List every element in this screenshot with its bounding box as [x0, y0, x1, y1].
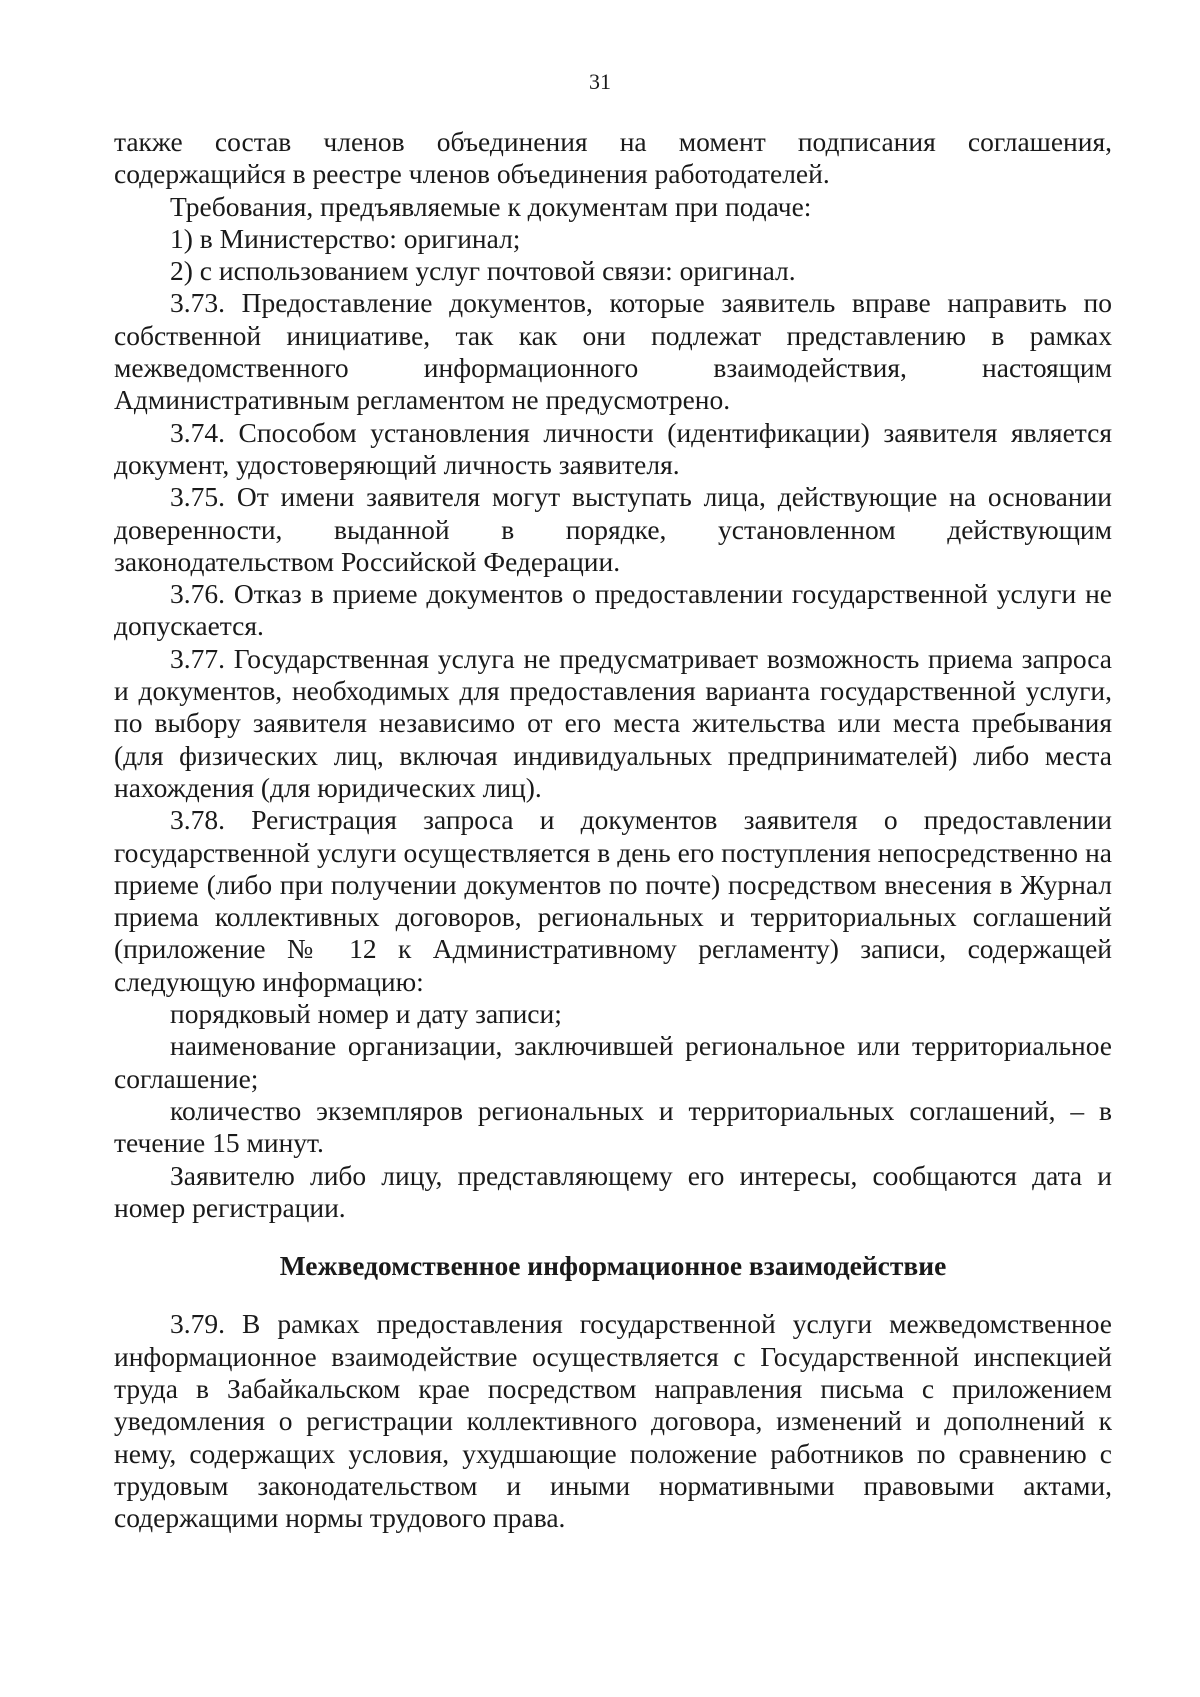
list-item-postal: 2) с использованием услуг почтовой связи: оригинал. — [170, 255, 796, 287]
page-number: 31 — [589, 69, 611, 94]
paragraph-3-76: 3.76. Отказ в приеме документов о предоставлении государственной услуги не допускается. — [114, 578, 1112, 642]
paragraph-continuation: также состав членов объединения на момент подписания соглашения, содержащийся в реестре членов объединения работодателей. — [114, 126, 1112, 190]
section-heading: Межведомственное информационное взаимодействие — [279, 1250, 947, 1282]
paragraph-requirements-intro: Требования, предъявляемые к документам при подаче: — [170, 190, 812, 222]
paragraph-3-75: 3.75. От имени заявителя могут выступать лица, действующие на основании доверенности, выданной в порядке, установленном действующим законодательством Российской Федерации. — [114, 481, 1112, 577]
list-item-copies-count: количество экземпляров региональных и территориальных соглашений, – в течение 15 минут. — [114, 1094, 1112, 1159]
document-body — [114, 126, 1112, 1534]
list-item-record-number: порядковый номер и дату записи; — [170, 998, 562, 1030]
paragraph-3-78: 3.78. Регистрация запроса и документов заявителя о предоставлении государственной услуги осуществляется в день его поступления непосредственно на приеме (либо при получении документов по почте) посредством внесения в Журнал приема коллективных договоров, региональных и территориальных соглашений (приложение № 12 к Административному регламенту) записи, содержащей следующую информацию: — [114, 804, 1112, 997]
paragraph-3-77: 3.77. Государственная услуга не предусматривает возможность приема запроса и документов, необходимых для предоставления варианта государственной услуги, по выбору заявителя независимо от его места жительства или места пребывания (для физических лиц, включая индивидуальных предпринимателей) либо места нахождения (для юридических лиц). — [114, 642, 1112, 803]
paragraph-registration-notice: Заявителю либо лицу, представляющему его интересы, сообщаются дата и номер регистрации. — [114, 1159, 1112, 1223]
paragraph-3-73: 3.73. Предоставление документов, которые заявитель вправе направить по собственной инициативе, так как они подлежат представлению в рамках межведомственного информационного взаимодействия, настоящим Административным регламентом не предусмотрено. — [114, 287, 1112, 416]
list-item-organization-name: наименование организации, заключившей региональное или территориальное соглашение; — [114, 1030, 1112, 1094]
paragraph-3-79: 3.79. В рамках предоставления государственной услуги межведомственное информационное взаимодействие осуществляется с Государственной инспекцией труда в Забайкальском крае посредством направления письма с приложением уведомления о регистрации коллективного договора, изменений и дополнений к нему, содержащих условия, ухудшающие положение работников по сравнению с трудовым законодательством и иными нормативными правовыми актами, содержащими нормы трудового права. — [114, 1308, 1112, 1534]
paragraph-3-74: 3.74. Способом установления личности (идентификации) заявителя является документ, удостоверяющий личность заявителя. — [114, 416, 1112, 480]
list-item-ministry: 1) в Министерство: оригинал; — [170, 222, 521, 254]
